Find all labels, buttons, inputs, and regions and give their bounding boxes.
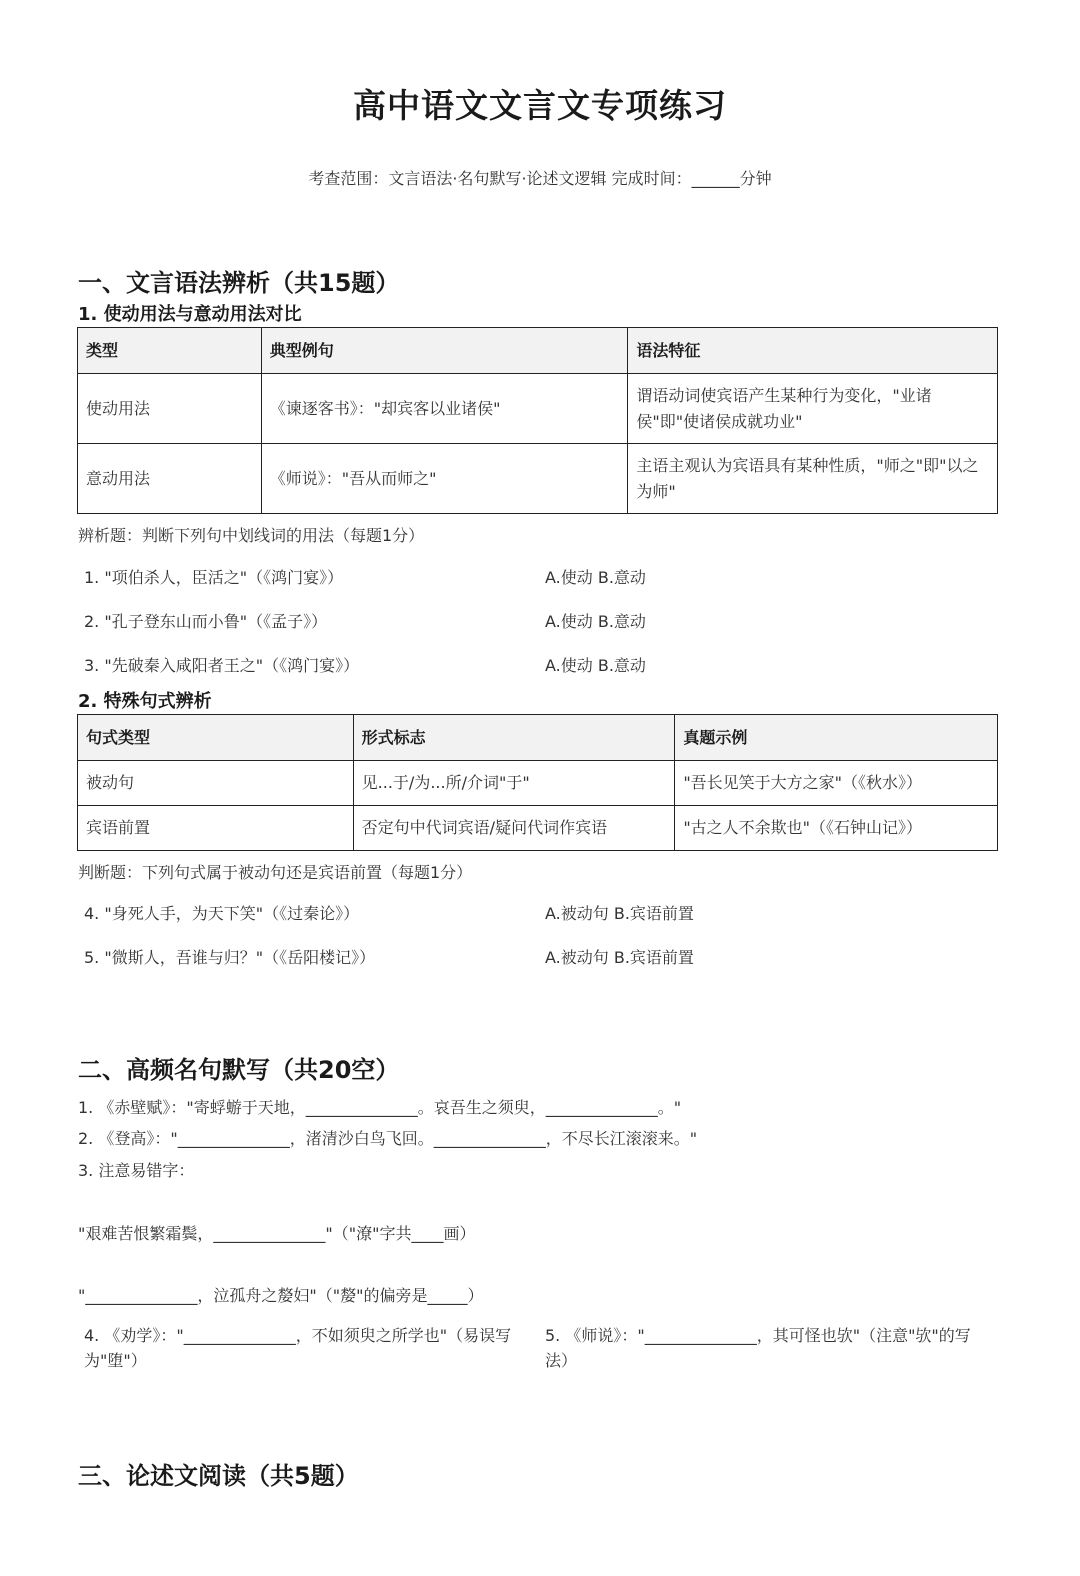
- table-cell: 见...于/为...所/介词"于": [353, 761, 675, 806]
- table-row: [78, 444, 998, 514]
- table-cell: 谓语动词使宾语产生某种行为变化，"业诸侯"即"使诸侯成就功业": [628, 374, 998, 444]
- recitation-line: 3. 注意易错字：: [78, 1161, 195, 1180]
- question-options[interactable]: A.使动 B.意动: [545, 612, 646, 631]
- table-cell: 被动句: [78, 761, 354, 806]
- table-row: [78, 806, 998, 851]
- table-cell: "吾长见笑于大方之家"（《秋水》）: [675, 761, 998, 806]
- sentence-pattern-table: [77, 714, 998, 851]
- table-cell: 主语主观认为宾语具有某种性质，"师之"即"以之为师": [628, 444, 998, 514]
- table-header-cell: 句式类型: [78, 715, 354, 761]
- recitation-question: 5. 《师说》："______________，其可怪也欤"（注意"欤"的写法）: [545, 1326, 971, 1370]
- question-text: 2. "孔子登东山而小鲁"（《孟子》）: [84, 612, 328, 631]
- question-text: 3. "先破秦入咸阳者王之"（《鸿门宴》）: [84, 656, 360, 675]
- table-header-cell: 形式标志: [353, 715, 675, 761]
- section-heading-grammar: 一、文言语法辨析（共15题）: [78, 269, 400, 297]
- table-cell: 否定句中代词宾语/疑问代词作宾语: [353, 806, 675, 851]
- table-header-row: [78, 715, 998, 761]
- table-header-cell: 类型: [78, 328, 262, 374]
- question-options[interactable]: A.被动句 B.宾语前置: [545, 948, 694, 967]
- section-heading-recitation: 二、高频名句默写（共20空）: [78, 1056, 400, 1084]
- recitation-line: "______________，泣孤舟之嫠妇"（"嫠"的偏旁是_____）: [78, 1286, 484, 1305]
- question-text: 4. "身死人手，为天下笑"（《过秦论》）: [84, 904, 360, 923]
- table-header-cell: 语法特征: [628, 328, 998, 374]
- recitation-question: 4. 《劝学》："______________，不如须臾之所学也"（易误写为"堕"）: [84, 1326, 512, 1370]
- question-options[interactable]: A.使动 B.意动: [545, 568, 646, 587]
- table-cell: 《谏逐客书》："却宾客以业诸侯": [261, 374, 628, 444]
- page-title: 高中语文文言文专项练习: [353, 86, 727, 125]
- table-row: [78, 761, 998, 806]
- recitation-line: "艰难苦恨繁霜鬓，______________"（"潦"字共____画）: [78, 1224, 476, 1243]
- table-header-cell: 真题示例: [675, 715, 998, 761]
- table-header-row: [78, 328, 998, 374]
- instruction-text: 辨析题：判断下列句中划线词的用法（每题1分）: [78, 526, 425, 545]
- recitation-line: 2. 《登高》："______________，渚清沙白鸟飞回。______________，不尽长江滚滚来。": [78, 1129, 698, 1148]
- table-cell: 使动用法: [78, 374, 262, 444]
- recitation-line: 1. 《赤壁赋》："寄蜉蝣于天地，______________。哀吾生之须臾，______________。": [78, 1098, 682, 1117]
- question-options[interactable]: A.使动 B.意动: [545, 656, 646, 675]
- question-text: 5. "微斯人，吾谁与归？"（《岳阳楼记》）: [84, 948, 376, 967]
- section-heading-argumentative: 三、论述文阅读（共5题）: [78, 1462, 359, 1490]
- table-cell: 《师说》："吾从而师之": [261, 444, 628, 514]
- instruction-text: 判断题：下列句式属于被动句还是宾语前置（每题1分）: [78, 863, 473, 882]
- table-cell: 宾语前置: [78, 806, 354, 851]
- causative-table: [77, 327, 998, 514]
- table-row: [78, 374, 998, 444]
- subsection-heading-sentence-patterns: 2. 特殊句式辨析: [78, 691, 212, 712]
- question-options[interactable]: A.被动句 B.宾语前置: [545, 904, 694, 923]
- table-cell: 意动用法: [78, 444, 262, 514]
- question-text: 1. "项伯杀人，臣活之"（《鸿门宴》）: [84, 568, 344, 587]
- table-header-cell: 典型例句: [261, 328, 628, 374]
- subsection-heading-causative: 1. 使动用法与意动用法对比: [78, 304, 302, 325]
- page-subtitle: 考查范围：文言语法·名句默写·论述文逻辑 完成时间：______分钟: [308, 169, 772, 188]
- table-cell: "古之人不余欺也"（《石钟山记》）: [675, 806, 998, 851]
